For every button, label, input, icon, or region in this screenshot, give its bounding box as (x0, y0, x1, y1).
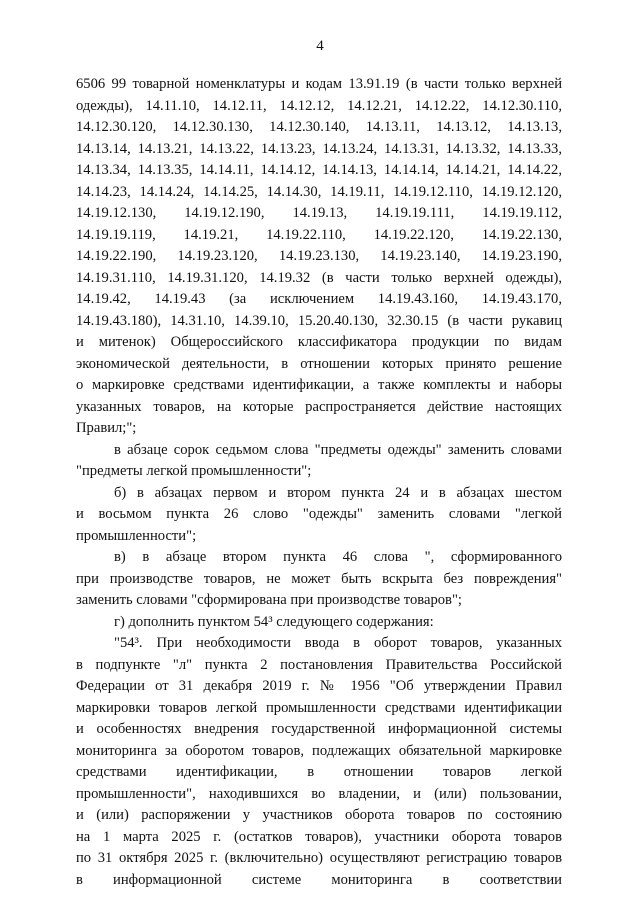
text-line: маркировки товаров легкой промышленности средствами идентификации (76, 699, 562, 716)
text-line: "54³. При необходимости ввода в оборот товаров, указанных (114, 635, 562, 651)
text-line: одежды), 14.11.10, 14.12.11, 14.12.12, 14.12.21, 14.12.22, 14.12.30.110, (76, 97, 562, 114)
text-line: Федерации от 31 декабря 2019 г. № 1956 "Об утверждении Правил (76, 678, 562, 694)
text-line: 14.14.23, 14.14.24, 14.14.25, 14.14.30, 14.19.11, 14.19.12.110, 14.19.12.120, (76, 183, 562, 200)
text-line: и митенок) Общероссийского классификатора продукции по видам (76, 334, 562, 350)
document-body (76, 74, 562, 891)
text-line: 14.19.43.180), 14.31.10, 14.39.10, 15.20.40.130, 32.30.15 (в части рукавиц (76, 312, 562, 329)
text-line: в абзаце сорок седьмом слова "предметы одежды" заменить словами (114, 441, 562, 458)
text-line: "предметы легкой промышленности"; (76, 463, 312, 479)
text-line: о маркировке средствами идентификации, а также комплекты и наборы (76, 377, 562, 393)
text-line: 6506 99 товарной номенклатуры и кодам 13.91.19 (в части только верхней (76, 76, 562, 92)
text-line: промышленности"; (76, 527, 197, 544)
text-line: на 1 марта 2025 г. (остатков товаров), участники оборота товаров (76, 828, 562, 845)
text-line: в подпункте "л" пункта 2 постановления Правительства Российской (76, 656, 562, 673)
text-line: и особенностях внедрения государственной информационной системы (76, 721, 562, 737)
text-line: Правил;"; (76, 420, 137, 436)
text-line: промышленности", находившихся во владении, и (или) пользовании, (76, 785, 562, 802)
text-line: по 31 октября 2025 г. (включительно) осуществляют регистрацию товаров (76, 850, 562, 866)
page-number: 4 (316, 38, 324, 54)
text-line: указанных товаров, на которые распространяется действие настоящих (76, 398, 562, 415)
text-line: в) в абзаце втором пункта 46 слова ", сформированного (114, 549, 562, 565)
text-line: 14.19.22.190, 14.19.23.120, 14.19.23.130, 14.19.23.140, 14.19.23.190, (76, 248, 562, 264)
text-line: 14.19.42, 14.19.43 (за исключением 14.19.43.160, 14.19.43.170, (76, 291, 562, 307)
text-line: в информационной системе мониторинга в соответствии (76, 871, 562, 888)
text-line: б) в абзацах первом и втором пункта 24 и в абзацах шестом (114, 484, 562, 501)
text-line: 14.19.31.110, 14.19.31.120, 14.19.32 (в части только верхней одежды), (76, 269, 562, 286)
text-line: при производстве товаров, не может быть вскрыта без повреждения" (76, 570, 562, 587)
text-line: мониторинга за оборотом товаров, подлежащих обязательной маркировке (76, 742, 562, 759)
text-line: 14.12.30.120, 14.12.30.130, 14.12.30.140, 14.13.11, 14.13.12, 14.13.13, (76, 119, 562, 135)
text-line: экономической деятельности, в отношении которых принято решение (76, 355, 562, 372)
text-line: 14.13.14, 14.13.21, 14.13.22, 14.13.23, 14.13.24, 14.13.31, 14.13.32, 14.13.33, (76, 140, 562, 157)
text-line: 14.19.12.130, 14.19.12.190, 14.19.13, 14.19.19.111, 14.19.19.112, (76, 205, 562, 221)
text-line: заменить словами "сформирована при производстве товаров"; (76, 592, 462, 608)
text-line: 14.13.34, 14.13.35, 14.14.11, 14.14.12, 14.14.13, 14.14.14, 14.14.21, 14.14.22, (76, 162, 562, 178)
text-line: г) дополнить пунктом 54³ следующего содержания: (114, 613, 434, 630)
text-line: 14.19.19.119, 14.19.21, 14.19.22.110, 14.19.22.120, 14.19.22.130, (76, 226, 562, 243)
text-line: и восьмом пункта 26 слово "одежды" заменить словами "легкой (76, 506, 562, 522)
text-line: средствами идентификации, в отношении товаров легкой (76, 764, 562, 780)
text-line: и (или) распоряжении у участников оборота товаров по состоянию (76, 807, 562, 823)
